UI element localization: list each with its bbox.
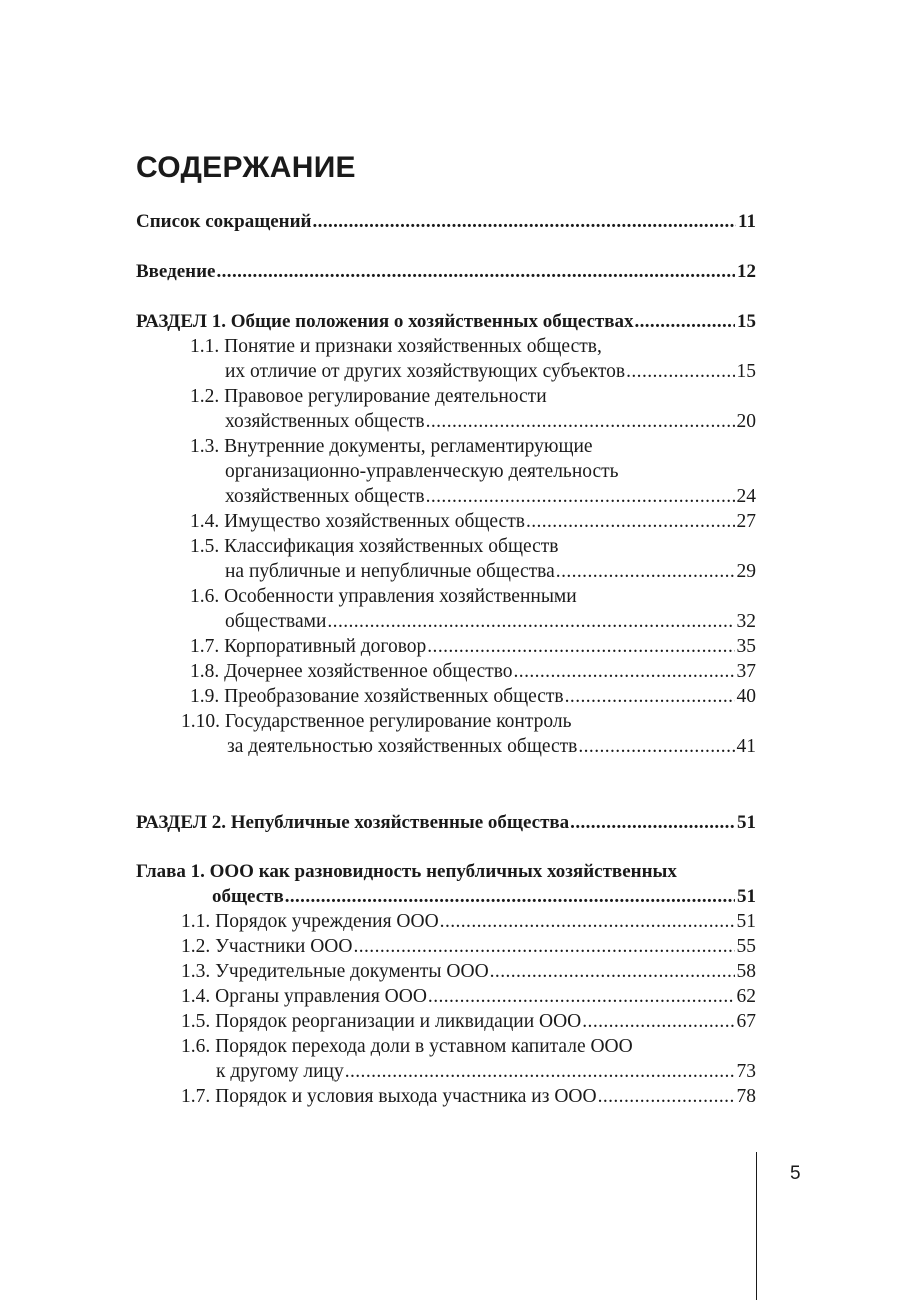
toc-entry-section-1[interactable] xyxy=(136,309,756,334)
toc-entry-ch1-1[interactable] xyxy=(181,909,756,934)
page-title: СОДЕРЖАНИЕ xyxy=(136,151,356,184)
toc-page-number: 29 xyxy=(736,561,756,582)
toc-page-number: 15 xyxy=(736,361,756,382)
toc-entry-1-5-cont[interactable] xyxy=(225,559,756,584)
toc-entry-text: РАЗДЕЛ 2. Непубличные хозяйственные общества xyxy=(136,812,570,833)
toc-entry-text: 1.9. Преобразование хозяйственных обществ xyxy=(190,686,564,707)
dot-leader xyxy=(428,984,735,1009)
toc-page-number: 73 xyxy=(736,1061,756,1082)
dot-leader xyxy=(426,484,735,509)
toc-entry-text: 1.4. Органы управления ООО xyxy=(181,986,427,1007)
toc-entry-introduction[interactable] xyxy=(136,259,756,284)
toc-page-number: 11 xyxy=(738,211,756,232)
toc-page-number: 78 xyxy=(736,1086,756,1107)
dot-leader xyxy=(598,1084,735,1109)
dot-leader xyxy=(426,409,735,434)
toc-page-number: 37 xyxy=(736,661,756,682)
toc-entry-1-3-cont2[interactable] xyxy=(225,484,756,509)
toc-entry-text: хозяйственных обществ xyxy=(225,411,425,432)
toc-entry-text: 1.4. Имущество хозяйственных обществ xyxy=(190,511,525,532)
toc-entry-1-10[interactable] xyxy=(181,709,756,734)
dot-leader xyxy=(582,1009,734,1034)
toc-entry-text: на публичные и непубличные общества xyxy=(225,561,555,582)
toc-entry-text: Введение xyxy=(136,261,216,282)
toc-page-number: 51 xyxy=(737,886,756,907)
toc-entry-1-2-cont[interactable] xyxy=(225,409,756,434)
toc-entry-ch1-6[interactable] xyxy=(181,1034,756,1059)
toc-entry-text: обществ xyxy=(212,886,284,907)
toc-entry-text: организационно-управленческую деятельность xyxy=(225,461,619,482)
toc-entry-ch1-4[interactable] xyxy=(181,984,756,1009)
toc-page-number: 24 xyxy=(736,486,756,507)
dot-leader xyxy=(565,684,735,709)
dot-leader xyxy=(313,209,737,234)
dot-leader xyxy=(285,884,735,909)
toc-entry-1-5[interactable] xyxy=(190,534,756,559)
page-number: 5 xyxy=(790,1163,801,1184)
toc-entry-text: 1.10. Государственное регулирование контроль xyxy=(181,711,572,732)
toc-entry-chapter-1[interactable] xyxy=(136,859,756,884)
toc-page-number: 41 xyxy=(736,736,756,757)
toc-page-number: 62 xyxy=(736,986,756,1007)
toc-entry-1-2[interactable] xyxy=(190,384,756,409)
toc-entry-ch1-7[interactable] xyxy=(181,1084,756,1109)
dot-leader xyxy=(526,509,735,534)
toc-entry-chapter-1-cont[interactable] xyxy=(212,884,756,909)
toc-entry-1-3[interactable] xyxy=(190,434,756,459)
dot-leader xyxy=(556,559,735,584)
toc-page-number: 15 xyxy=(737,311,756,332)
dot-leader xyxy=(626,359,734,384)
toc-entry-text: 1.5. Порядок реорганизации и ликвидации ООО xyxy=(181,1011,582,1032)
toc-entry-text: 1.1. Понятие и признаки хозяйственных обществ, xyxy=(190,336,602,357)
toc-entry-1-6-cont[interactable] xyxy=(225,609,756,634)
dot-leader xyxy=(353,934,734,959)
dot-leader xyxy=(490,959,735,984)
toc-entry-1-1-cont[interactable] xyxy=(225,359,756,384)
dot-leader xyxy=(427,634,734,659)
toc-page-number: 58 xyxy=(736,961,756,982)
toc-entry-ch1-5[interactable] xyxy=(181,1009,756,1034)
toc-entry-text: РАЗДЕЛ 1. Общие положения о хозяйственных обществах xyxy=(136,311,634,332)
toc-entry-text: 1.2. Участники ООО xyxy=(181,936,353,957)
toc-entry-text: 1.5. Классификация хозяйственных обществ xyxy=(190,536,559,557)
toc-entry-abbreviations[interactable] xyxy=(136,209,756,234)
toc-page-number: 51 xyxy=(737,812,756,833)
toc-entry-text: хозяйственных обществ xyxy=(225,486,425,507)
toc-page-number: 12 xyxy=(737,261,756,282)
toc-page-number: 20 xyxy=(736,411,756,432)
dot-leader xyxy=(578,734,734,759)
toc-entry-ch1-3[interactable] xyxy=(181,959,756,984)
toc-entry-text: 1.6. Особенности управления хозяйственными xyxy=(190,586,577,607)
toc-entry-text: 1.6. Порядок перехода доли в уставном капитале ООО xyxy=(181,1036,633,1057)
toc-page-number: 32 xyxy=(736,611,756,632)
toc-page-number: 51 xyxy=(736,911,756,932)
toc-entry-text: Список сокращений xyxy=(136,211,312,232)
dot-leader xyxy=(440,909,735,934)
toc-page-number: 55 xyxy=(736,936,756,957)
toc-entry-1-4[interactable] xyxy=(190,509,756,534)
toc-page-number: 35 xyxy=(736,636,756,657)
toc-entry-1-8[interactable] xyxy=(190,659,756,684)
toc-entry-1-6[interactable] xyxy=(190,584,756,609)
toc-entry-1-7[interactable] xyxy=(190,634,756,659)
dot-leader xyxy=(327,609,734,634)
toc-entry-text: обществами xyxy=(225,611,327,632)
toc-page-number: 40 xyxy=(736,686,756,707)
toc-entry-1-10-cont[interactable] xyxy=(227,734,756,759)
toc-entry-text: к другому лицу xyxy=(216,1061,344,1082)
toc-entry-ch1-2[interactable] xyxy=(181,934,756,959)
page-margin-rule xyxy=(756,1152,757,1300)
toc-entry-1-1[interactable] xyxy=(190,334,756,359)
toc-entry-1-3-cont[interactable] xyxy=(225,459,756,484)
toc-entry-text: 1.7. Порядок и условия выхода участника из ООО xyxy=(181,1086,597,1107)
toc-entry-1-9[interactable] xyxy=(190,684,756,709)
dot-leader xyxy=(634,309,735,334)
dot-leader xyxy=(514,659,735,684)
toc-entry-text: 1.7. Корпоративный договор xyxy=(190,636,427,657)
dot-leader xyxy=(570,810,735,835)
toc-page-number: 27 xyxy=(736,511,756,532)
dot-leader xyxy=(345,1059,735,1084)
toc-entry-text: 1.3. Внутренние документы, регламентирующие xyxy=(190,436,593,457)
toc-entry-text: 1.8. Дочернее хозяйственное общество xyxy=(190,661,513,682)
toc-entry-text: за деятельностью хозяйственных обществ xyxy=(227,736,578,757)
toc-entry-text: 1.2. Правовое регулирование деятельности xyxy=(190,386,547,407)
dot-leader xyxy=(217,259,736,284)
toc-entry-text: 1.1. Порядок учреждения ООО xyxy=(181,911,439,932)
toc-page-number: 67 xyxy=(736,1011,756,1032)
toc-entry-text: Глава 1. ООО как разновидность непубличных хозяйственных xyxy=(136,861,677,882)
toc-entry-ch1-6-cont[interactable] xyxy=(216,1059,756,1084)
toc-entry-text: их отличие от других хозяйствующих субъектов xyxy=(225,361,626,382)
toc-entry-section-2[interactable] xyxy=(136,810,756,835)
toc-entry-text: 1.3. Учредительные документы ООО xyxy=(181,961,489,982)
